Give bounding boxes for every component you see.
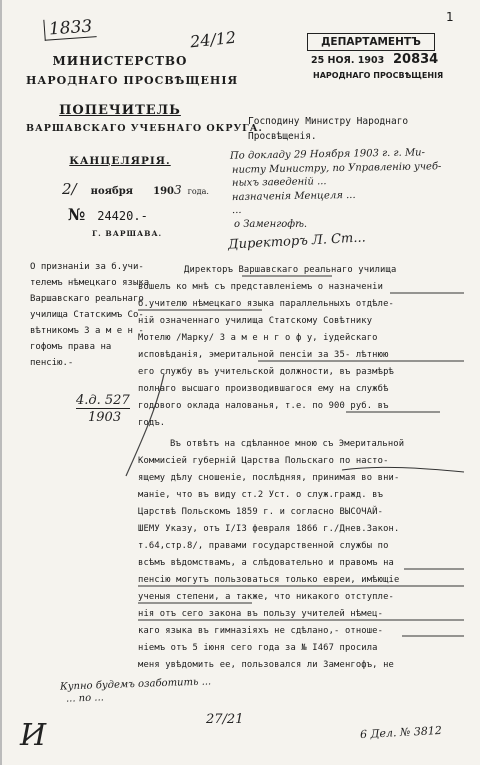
resolution-line2: нисту Министру, по Управленію учеб-	[231, 161, 442, 176]
stamp-number: 20834	[393, 52, 439, 67]
body-line-24: меня увѣдомить ее, пользовался ли Заменгофъ, не	[138, 660, 394, 670]
body-line-16: ШЕМУ Указу, отъ I/I3 февраля 1866 г./Днев.Закон.	[138, 524, 400, 534]
addressee-line2: Просвѣщенія.	[248, 131, 317, 142]
body-line-22: каго языка въ гимназіяхъ не сдѣлано,- отноше-	[138, 626, 384, 636]
margin-line3: Варшавскаго реальнаго	[30, 294, 144, 304]
number-label: №	[68, 205, 86, 224]
body-line-17: т.64,стр.8/, правами государственной службы по	[138, 541, 389, 551]
body-line-9: годового оклада налованья, т.е. по 900 руб. въ	[138, 401, 389, 411]
body-line-13: ящему дѣлу сношеніе, послѣдняя, принимая во вни-	[138, 473, 400, 483]
margin-line6: гофомъ права на	[30, 342, 112, 352]
body-line-11: Въ отвѣтъ на сдѣланное мною съ Эмеритальной	[170, 439, 405, 449]
body-line-19: пенсію могутъ пользоваться только евреи, имѣющіе	[138, 575, 400, 585]
stamp-title: ДЕПАРТАМЕНТЪ	[307, 33, 435, 51]
district-name: ВАРШАВСКАГО УЧЕБНАГО ОКРУГА.	[26, 123, 263, 134]
folio-note: 24/12	[189, 27, 237, 52]
date-year-prefix: 190	[153, 186, 174, 197]
body-line-12: Коммисіей губерній Царства Польскаго по насто-	[138, 456, 389, 466]
ministry-line1: МИНИСТЕРСТВО	[52, 54, 188, 68]
bottom-note-line2: ... по ...	[65, 692, 105, 705]
body-line-8: полнаго высшаго производившагося ему на службѣ	[138, 384, 389, 394]
resolution-line6: о Заменгофѣ.	[234, 219, 308, 230]
margin-ref-note: 4.д. 527	[76, 393, 130, 408]
date-year-word: года.	[187, 187, 209, 196]
chancellery: КАНЦЕЛЯРІЯ.	[69, 155, 171, 167]
resolution-line3: ныхъ заведеній ...	[231, 176, 327, 189]
margin-line2: телемъ нѣмецкаго языка	[30, 278, 150, 288]
body-line-6: исповѣданія, эмеритальной пенсіи за 35- лѣтнюю	[138, 350, 389, 360]
body-line-2: вошелъ ко мнѣ съ представленіемъ о назначеніи	[138, 282, 384, 292]
ministry-line2: НАРОДНАГО ПРОСВѢЩЕНІЯ	[26, 74, 239, 87]
body-line-20: ученыя степени, а также, что никакого отступле-	[138, 592, 394, 602]
margin-ref-year: 1903	[88, 410, 122, 425]
resolution-line4: назначенія Менцеля ...	[231, 189, 356, 204]
corner-mark: 1	[446, 10, 454, 24]
stamp-subtitle: НАРОДНАГО ПРОСВѢЩЕНІЯ	[313, 71, 444, 80]
date-year-suffix: 3	[173, 183, 182, 197]
year-note: 1833	[43, 16, 97, 41]
body-line-4: ній означеннаго училища Статскому Совѣтнику	[138, 316, 373, 326]
addressee-line1: Господину Министру Народнаго	[248, 116, 409, 127]
body-line-23: ніемъ отъ 5 іюня сего года за № I467 просила	[138, 643, 378, 653]
body-underlines	[2, 0, 480, 765]
margin-line4: училища Статскимъ Со-	[30, 310, 144, 320]
body-line-18: всѣмъ вѣдомствамъ, а слѣдовательно и правомъ на	[138, 558, 394, 568]
body-line-5: Мотелю /Марку/ З а м е н г о ф у, іудейскаго	[138, 333, 378, 343]
bottom-folio: 27/21	[206, 712, 244, 727]
stamp-date: 25 НОЯ. 1903	[311, 55, 385, 66]
body-line-15: Царствѣ Польскомъ 1859 г. и согласно ВЫСОЧАЙ-	[138, 507, 384, 517]
number-value: 24420.-	[97, 209, 148, 223]
margin-line7: пенсію.-	[30, 358, 74, 368]
city: Г. ВАРШАВА.	[92, 229, 163, 238]
margin-line5: вѣтникомъ З а м е н -	[30, 326, 144, 336]
case-reference: 6 Дел. № 3812	[359, 723, 443, 742]
resolution-line1: По докладу 29 Ноября 1903 г. г. Ми-	[229, 147, 426, 162]
body-line-21: нія отъ сего закона въ пользу учителей нѣмец-	[138, 609, 384, 619]
margin-line1: О признаніи за б.учи-	[30, 262, 144, 272]
body-line-14: маніе, что въ виду ст.2 Уст. о служ.гражд. въ	[138, 490, 384, 500]
resolution-line5: ...	[231, 204, 242, 217]
bottom-note-line1: Купно будемъ озаботить ...	[59, 676, 212, 693]
page-mark: И	[20, 718, 47, 753]
body-line-1: Директоръ Варшавскаго реальнаго училища	[184, 265, 397, 275]
body-line-3: б.учителю нѣмецкаго языка параллельныхъ отдѣле-	[138, 299, 394, 309]
resolution-signature: Директоръ Л. Ст...	[227, 230, 367, 253]
body-line-7: его службу въ учительской должности, въ размѣрѣ	[138, 367, 394, 377]
date-day: 2/	[62, 180, 77, 198]
date-month: ноября	[90, 186, 134, 197]
body-line-10: годъ.	[138, 418, 166, 428]
trustee-title: ПОПЕЧИТЕЛЬ	[59, 103, 181, 118]
